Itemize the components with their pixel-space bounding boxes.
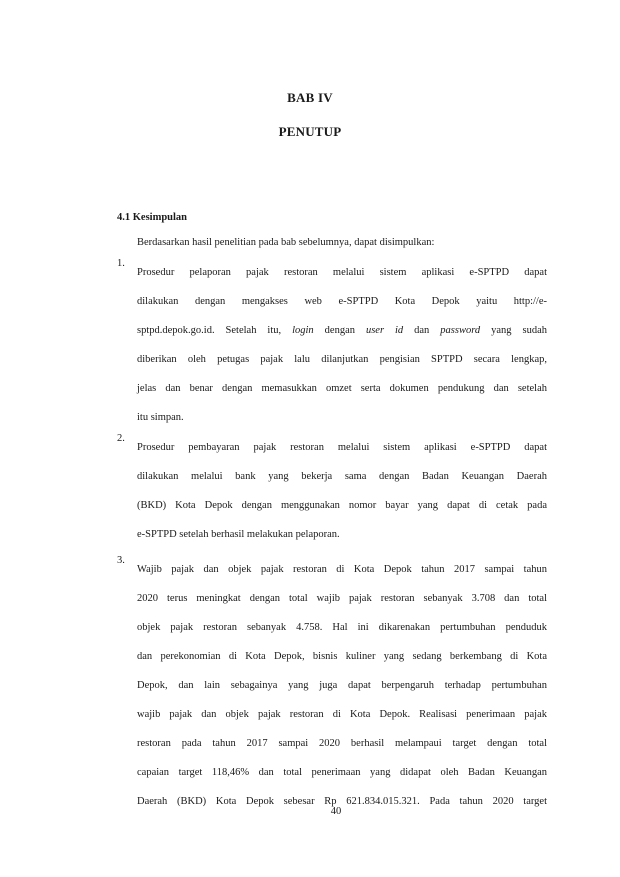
text-segment: dengan [313,325,366,336]
text-line: Wajib pajak dan objek pajak restoran di Kota Depok tahun 2017 sampai tahun [137,564,547,575]
text-line: Daerah (BKD) Kota Depok sebesar Rp 621.834.015.321. Pada tahun 2020 target [137,796,547,807]
list-item-number: 3. [117,555,125,566]
text-line: capaian target 118,46% dan total penerimaan yang didapat oleh Badan Keuangan [137,767,547,778]
text-line: dilakukan dengan mengakses web e-SPTPD Kota Depok yaitu http://e- [137,296,547,307]
italic-term: user id [365,325,404,336]
italic-term: login [292,325,314,336]
section-intro: Berdasarkan hasil penelitian pada bab sebelumnya, dapat disimpulkan: [137,237,435,248]
list-item-text [137,258,547,432]
text-line: diberikan oleh petugas pajak lalu dilanjutkan pengisian SPTPD secara lengkap, [137,354,547,365]
list-item-number: 1. [117,258,125,269]
text-segment: yang sudah [480,325,547,336]
list-item-number: 2. [117,433,125,444]
text-line: Depok, dan lain sebagainya yang juga dapat berpengaruh terhadap pertumbuhan [137,680,547,691]
text-line [137,316,547,345]
chapter-number: BAB IV [287,90,333,105]
text-line: Prosedur pembayaran pajak restoran melalui sistem aplikasi e-SPTPD dapat [137,442,547,453]
text-line: restoran pada tahun 2017 sampai 2020 berhasil melampaui target dengan total [137,738,547,749]
chapter-title: PENUTUP [278,124,342,139]
list-item-text [137,433,547,549]
page-number: 40 [330,806,342,817]
text-line: 2020 terus meningkat dengan total wajib pajak restoran sebanyak 3.708 dan total [137,593,547,604]
text-segment: sptpd.depok.go.id. Setelah itu, [137,325,293,336]
text-line: dilakukan melalui bank yang bekerja sama dengan Badan Keuangan Daerah [137,471,547,482]
section-heading: 4.1 Kesimpulan [117,212,188,223]
text-line: wajib pajak dan objek pajak restoran di Kota Depok. Realisasi penerimaan pajak [137,709,547,720]
text-line: jelas dan benar dengan memasukkan omzet serta dokumen pendukung dan setelah [137,383,547,394]
text-line: itu simpan. [137,412,184,423]
text-line: (BKD) Kota Depok dengan menggunakan nomor bayar yang dapat di cetak pada [137,500,547,511]
text-line: Prosedur pelaporan pajak restoran melalui sistem aplikasi e-SPTPD dapat [137,267,547,278]
list-item-text [137,555,547,816]
text-segment: dan [403,325,441,336]
text-line: dan perekonomian di Kota Depok, bisnis kuliner yang sedang berkembang di Kota [137,651,547,662]
text-line: objek pajak restoran sebanyak 4.758. Hal ini dikarenakan pertumbuhan penduduk [137,622,547,633]
italic-term: password [440,325,481,336]
text-line: e-SPTPD setelah berhasil melakukan pelaporan. [137,529,340,540]
